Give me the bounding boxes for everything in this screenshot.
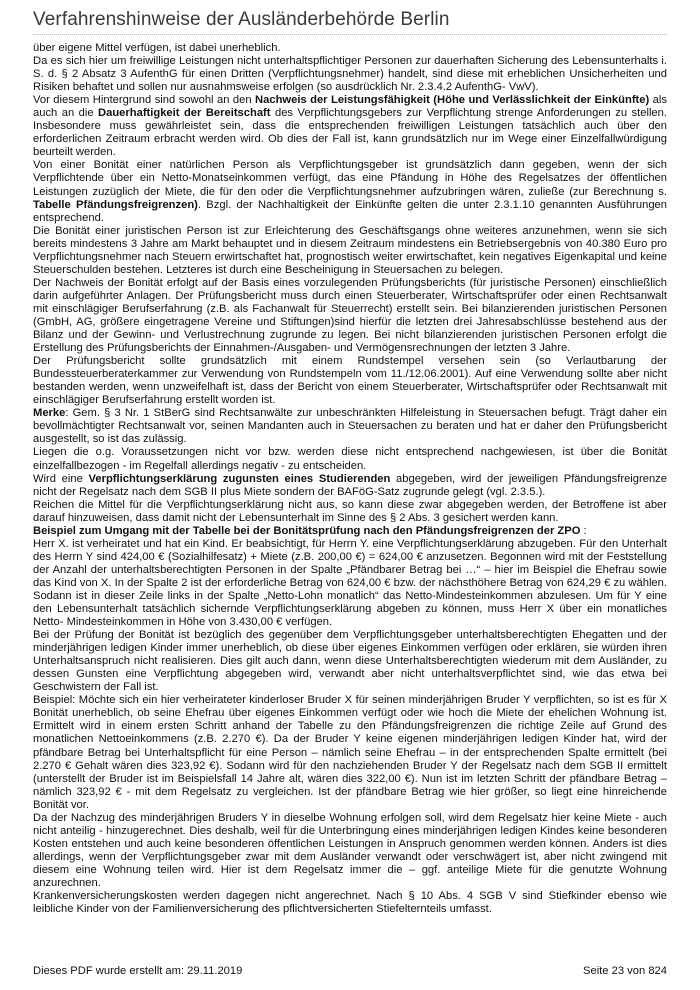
text-run: Herr X. ist verheiratet und hat ein Kind. Er beabsichtigt, für Herrn Y. eine Verpflichtungserklärung abzugeben. Für den Unterhalt des Herrn Y sind 424,00 € (Sozialhilfesatz) + Miete (z.B. 200,00 €) = 624,00 € anzusetzen. Begonnen wird mit der Feststellung der Anzahl der unterhaltsberechtigten Personen in der Spalte „Pfändbarer Betrag bei …“ – hier im Beispiel die Ehefrau sowie das Kind von X. In der Spalte 2 ist der erforderliche Betrag von 624,00 € bzw. der nächsthöhere Betrag von 624,29 € zu wählen. Sodann ist in dieser Zeile links in der Spalte „Netto-Lohn monatlich“ das Netto-Mindesteinkommen abzulesen. Um für Y eine den Lebensunterhalt tatsächlich sichernde Verpflichtungserklärung abgeben zu können, muss Herr X über ein monatliches Netto- Mindesteinkommen in Höhe von 3.430,00 € verfügen. (33, 537, 667, 629)
paragraph-p6 (33, 277, 667, 355)
text-run: Vor diesem Hintergrund sind sowohl an den (33, 94, 256, 107)
bold-text: Merke (33, 407, 66, 420)
footer-created-date: Dieses PDF wurde erstellt am: 29.11.2019 (33, 965, 243, 977)
text-run: : Gem. § 3 Nr. 1 StBerG sind Rechtsanwälte zur unbeschränkten Hilfeleistung in Steuersachen befugt. Trägt daher ein bevollmächtigter Rechtsanwalt vor, seinen Mandanten auch in Steuersachen zu beraten und hat er daher den Prüfungsbericht ausgestellt, so ist das zulässig. (33, 407, 667, 446)
paragraph-p12 (33, 525, 667, 538)
bold-text: Tabelle Pfändungsfreigrenzen) (33, 198, 198, 211)
text-run: Da der Nachzug des minderjährigen Bruders Y in dieselbe Wohnung erfolgen soll, wird dem Regelsatz hier keine Miete - auch nicht anteilig - hinzugerechnet. Dies deshalb, weil für die Unterbringung eines minderjährigen ledigen Kindes keine besonderen Kosten entstehen und auch keine besonderen öffentlichen Leistungen in Anspruch genommen werden können. Anders ist dies allerdings, wenn der Verpflichtungsgeber zwar mit dem Ausländer verwandt oder verschwägert ist, aber nicht zwingend mit diesem eine Wohnung teilen wird. Hier ist dem Regelsatz immer die – ggf. anteilige Miete für die genutzte Wohnung anzurechnen. (33, 811, 667, 889)
paragraph-p14 (33, 629, 667, 694)
text-run: Da es sich hier um freiwillige Leistungen nicht unterhaltspflichtiger Personen zur dauerhaften Sicherung des Lebensunterhalts i. S. d. § 2 Absatz 3 AufenthG für einen Dritten (Verpflichtungsnehmer) handelt, sind diese mit erheblichen Unsicherheiten und Risiken behaftet und sollen nur ausnahmsweise erfolgen (so ausdrücklich Nr. 2.3.4.2 AufenthG- VwV). (33, 55, 667, 94)
paragraph-p16 (33, 812, 667, 890)
text-run: Der Nachweis der Bonität erfolgt auf der Basis eines vorzulegenden Prüfungsberichts (für juristische Personen) einschließlich darin aufgeführter Anlagen. Der Prüfungsbericht muss durch einen Steuerberater, Wirtschaftsprüfer oder einen Rechtsanwalt mit einschlägiger Berufserfahrung (z.B. als Fachanwalt für Steuerrecht) erstellt sein. Bei bilanzierenden juristischen Personen (GmbH, AG, größere eingetragene Vereine und Stiftungen)sind hierfür die letzten drei Jahresabschlüsse bestehend aus der Bilanz und der Gewinn- und Verlustrechnung zugrunde zu legen. Bei nicht bilanzierenden juristischen Personen erfolgt die Erstellung des Prüfungsberichts der Einnahmen-/Ausgaben- und Vermögensrechnungen der letzten 3 Jahre. (33, 276, 667, 355)
text-run: abgegeben, wird der jeweiligen Pfändungsfreigrenze nicht der Regelsatz nach dem SGB II plus Miete sondern der BAFöG-Satz zugrunde gelegt (vgl. 2.3.5.). (33, 472, 667, 498)
bold-text: Beispiel zum Umgang mit der Tabelle bei der Bonitätsprüfung nach den Pfändungsfreigrenzen der ZPO (33, 524, 581, 537)
title-divider (33, 34, 667, 35)
text-run: Liegen die o.g. Voraussetzungen nicht vor bzw. werden diese nicht entsprechend nachgewiesen, ist über die Bonität einzelfallbezogen - im Regelfall allerdings negativ - zu entscheiden. (33, 446, 667, 472)
paragraph-p11 (33, 499, 667, 525)
text-run: des Verpflichtungsgebers zur Verpflichtung strenge Anforderungen zu stellen. Insbesondere muss gewährleistet sein, dass die entsprechenden freiwilligen Leistungen tatsächlich auch über den erforderlichen Zeitraum erbracht werden wird. Ob dies der Fall ist, kann grundsätzlich nur im Wege einer Einzelfallwürdigung beurteilt werden. (33, 107, 667, 159)
paragraph-p3 (33, 94, 667, 159)
bold-text: Dauerhaftigkeit der Bereitschaft (98, 107, 271, 120)
text-run: Krankenversicherungskosten werden dagegen nicht angerechnet. Nach § 10 Abs. 4 SGB V sind Stiefkinder ebenso wie leibliche Kinder von der Familienversicherung des pflichtversicherten Stiefelternteils umfasst. (33, 890, 667, 916)
document-body (33, 42, 667, 916)
paragraph-p9 (33, 446, 667, 472)
text-run: Die Bonität einer juristischen Person ist zur Erleichterung des Geschäftsgangs ohne weiteres anzunehmen, wenn sie sich bereits mindestens 3 Jahre am Markt behauptet und in diesem Zeitraum mindestens ein Betriebsergebnis von 40.380 Euro pro Verpflichtungsnehmer nach Steuern erwirtschaftet hat, prognostisch weiter erwirtschaftet, kein negatives Eigenkapital und keine Steuerschulden bestehen. Letzteres ist durch eine Bescheinigung in Steuersachen zu belegen. (33, 224, 667, 276)
paragraph-p2 (33, 55, 667, 94)
paragraph-p17 (33, 890, 667, 916)
text-run: Beispiel: Möchte sich ein hier verheirateter kinderloser Bruder X für seinen minderjährigen Bruder Y verpflichten, so ist es für X Bonität unerheblich, ob seine Ehefrau über eigenes Einkommen verfügt oder wie hoch die Miete der ehelichen Wohnung ist. Ermittelt wird in einem ersten Schritt anhand der Tabelle zu den Pfändungsfreigrenzen die richtige Zeile auf Grund des monatlichen Nettoeinkommens (z.B. 2.270 €). Da der Bruder Y keine eigenen minderjährigen ledigen Kinder hat, wird der pfändbare Betrag bei Unterhaltspflicht für eine Person – nämlich seine Ehefrau – in der entsprechenden Spalte ermittelt (bei 2.270 € Gehalt wären dies 323,92 €). Sodann wird für den nachziehenden Bruder Y der Regelsatz nach dem SGB II ermittelt (unterstellt der Bruder ist im Beispielsfall 14 Jahre alt, wären dies 322,00 €). Nun ist im letzten Schritt der pfändbare Betrag – nämlich 323,92 € - mit dem Regelsatz zu vergleichen. Ist der pfändbare Betrag wie hier größer, so liegt eine hinreichende Bonität vor. (33, 694, 667, 811)
text-run: als auch an die (33, 94, 667, 120)
page-title: Verfahrenshinweise der Ausländerbehörde Berlin (33, 9, 450, 30)
paragraph-p7 (33, 355, 667, 407)
bold-text: Verpflichtungserklärung zugunsten eines Studierenden (88, 472, 391, 485)
paragraph-p4 (33, 159, 667, 224)
text-run: Reichen die Mittel für die Verpflichtungserklärung nicht aus, so kann diese zwar abgegeben werden, der Betroffene ist aber darauf hinzuweisen, dass damit nicht der Lebensunterhalt im Sinne des § 2 Abs. 3 gesichert werden kann. (33, 498, 667, 524)
paragraph-p13 (33, 538, 667, 629)
text-run: Wird eine (33, 472, 89, 485)
text-run: Der Prüfungsbericht sollte grundsätzlich mit einem Rundstempel versehen sein (so Verlautbarung der Bundessteuerberaterkammer zur Verwendung von Rundstempeln vom 11./12.06.2001). Auf eine Verwendung sollte aber nicht bestanden werden, wenn unzweifelhaft ist, dass der Bericht von einem Steuerberater, Wirtschaftsprüfer oder Rechtsanwalt mit einschlägiger Berufserfahrung erstellt worden ist. (33, 355, 667, 407)
text-run: : (580, 524, 587, 537)
text-run: Bei der Prüfung der Bonität ist bezüglich des gegenüber dem Verpflichtungsgeber unterhaltsberechtigten Ehegatten und der minderjährigen ledigen Kinder immer unerheblich, ob diese über eigenes Einkommen verfügen oder erklären, sie würden ihren Unterhaltsanspruch nicht realisieren. Dies gilt auch dann, wenn diese Unterhaltsberechtigten wiederum mit dem Ausländer, zu dessen Gunsten eine Verpflichtung abgegeben wird, verwandt aber nicht unterhaltsverpflichtet sind, wie das etwa bei Geschwistern der Fall ist. (33, 629, 667, 694)
paragraph-p10 (33, 473, 667, 499)
paragraph-p5 (33, 225, 667, 277)
footer-page-number: Seite 23 von 824 (583, 965, 667, 977)
text-run: . Bzgl. der Nachhaltigkeit der Einkünfte gelten die unter 2.3.1.10 genannten Ausführungen entsprechend. (33, 198, 667, 224)
paragraph-p1 (33, 42, 667, 55)
text-run: Von einer Bonität einer natürlichen Person als Verpflichtungsgeber ist grundsätzlich dann gegeben, wenn der sich Verpflichtende über ein Netto-Monatseinkommen verfügt, das eine Pfändung in Höhe des Regelsatzes der öffentlichen Leistungen zuzüglich der Miete, die für den oder die Verpflichtungsnehmer aufzubringen wären, zuließe (zur Berechnung s. (33, 159, 667, 198)
paragraph-p8 (33, 407, 667, 446)
bold-text: Nachweis der Leistungsfähigkeit (Höhe und Verlässlichkeit der Einkünfte) (255, 94, 650, 107)
paragraph-p15 (33, 694, 667, 811)
text-run: über eigene Mittel verfügen, ist dabei unerheblich. (33, 42, 281, 54)
